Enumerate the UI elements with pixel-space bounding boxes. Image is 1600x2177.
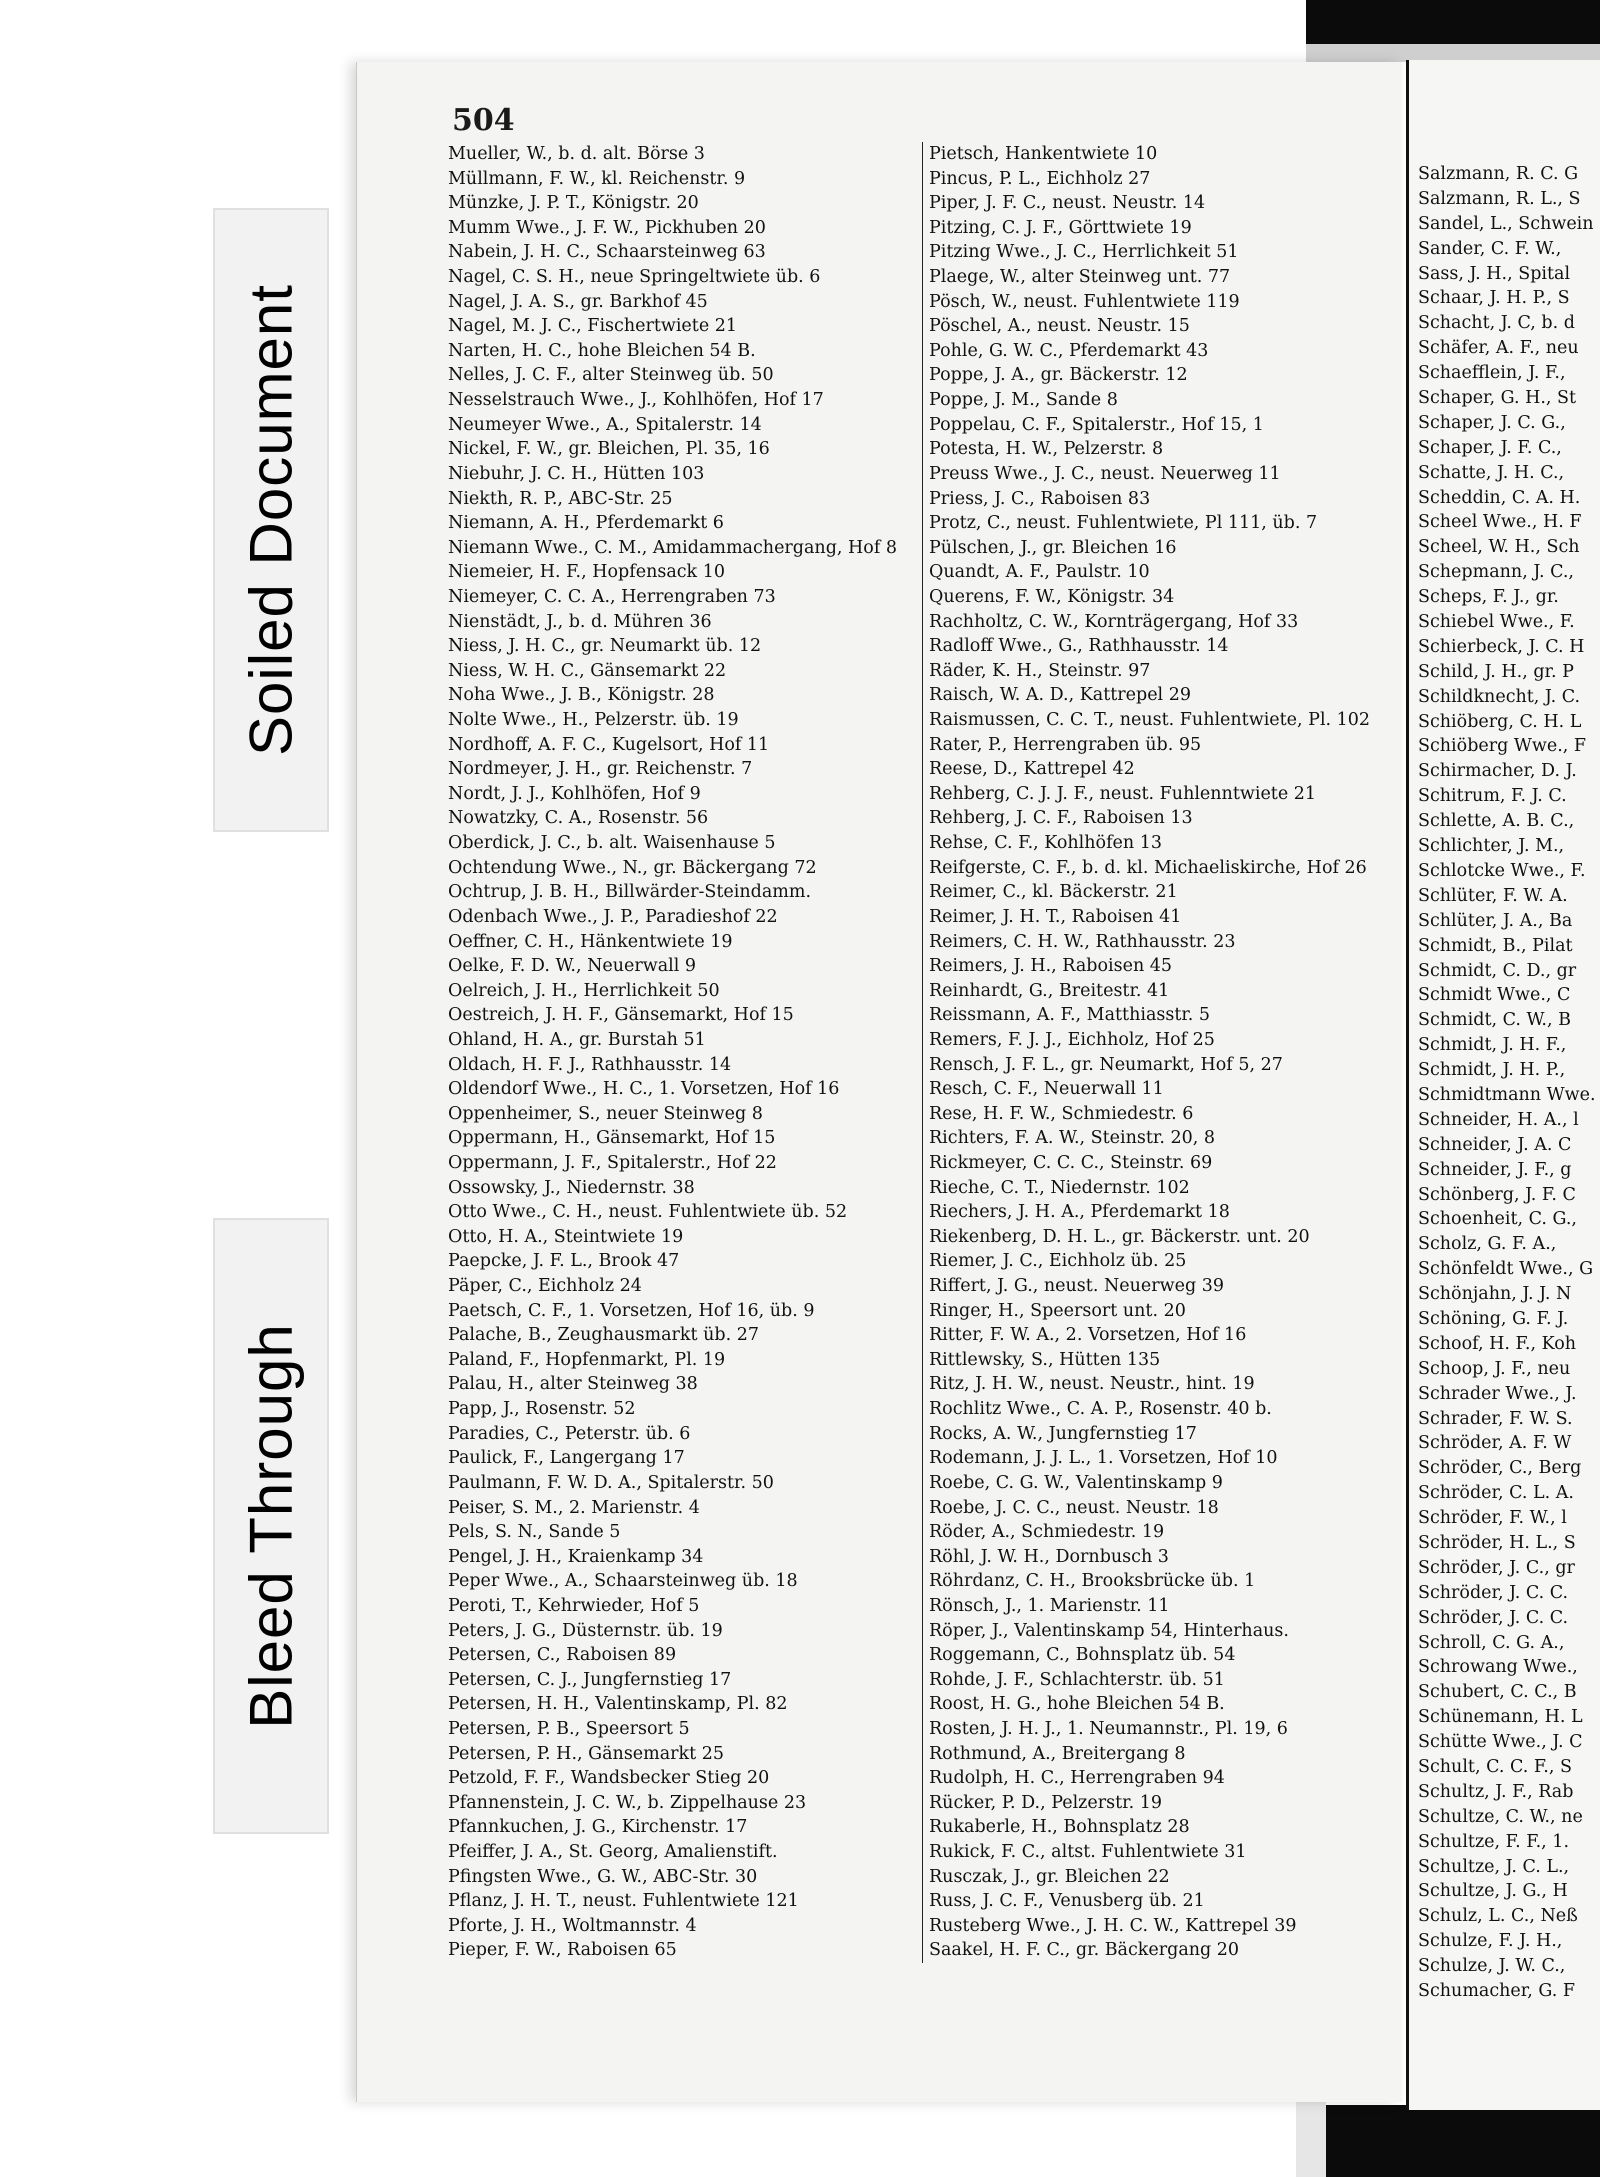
directory-entry: Petersen, P. B., Speersort 5 xyxy=(448,1719,690,1739)
directory-entry: Schäfer, A. F., neu xyxy=(1418,338,1579,359)
directory-column-middle xyxy=(922,142,1411,1963)
directory-entry: Quandt, A. F., Paulstr. 10 xyxy=(929,562,1150,583)
directory-entry: Rocks, A. W., Jungfernstieg 17 xyxy=(929,1423,1197,1444)
directory-entry: Röder, A., Schmiedestr. 19 xyxy=(929,1522,1165,1543)
directory-entry: Niemann, A. H., Pferdemarkt 6 xyxy=(448,513,724,534)
directory-entry: Rusczak, J., gr. Bleichen 22 xyxy=(929,1866,1170,1887)
directory-entry: Resch, C. F., Neuerwall 11 xyxy=(929,1079,1164,1100)
directory-entry: Petzold, F. F., Wandsbecker Stieg 20 xyxy=(448,1768,770,1789)
directory-entry: Schmidt, J. H. F., xyxy=(1418,1035,1567,1056)
directory-entry: Pfannenstein, J. C. W., b. Zippelhause 23 xyxy=(448,1792,807,1813)
soiled-document-text: Soiled Document xyxy=(237,284,305,756)
directory-entry: Schultze, J. C. L., xyxy=(1418,1856,1570,1877)
directory-entry: Preuss Wwe., J. C., neust. Neuerweg 11 xyxy=(929,463,1281,484)
bottom-grey-edge xyxy=(1296,2102,1326,2177)
directory-entry: Rodemann, J. J. L., 1. Vorsetzen, Hof 10 xyxy=(929,1448,1278,1469)
directory-entry: Ochtrup, J. B. H., Billwärder-Steindamm. xyxy=(448,882,812,903)
directory-entry: Schlotcke Wwe., F. xyxy=(1418,860,1586,881)
directory-entry: Scheddin, C. A. H. xyxy=(1418,487,1581,508)
directory-entry: Oppermann, H., Gänsemarkt, Hof 15 xyxy=(448,1128,776,1149)
directory-entry: Rater, P., Herrengraben üb. 95 xyxy=(929,734,1202,755)
directory-entry: Sass, J. H., Spital xyxy=(1418,263,1571,284)
directory-entry: Schlüter, J. A., Ba xyxy=(1418,910,1573,931)
directory-entry: Paulick, F., Langergang 17 xyxy=(448,1448,685,1469)
directory-entry: Salzmann, R. C. G xyxy=(1418,164,1579,184)
directory-entry: Schaar, J. H. P., S xyxy=(1418,288,1570,309)
directory-entry: Reimers, J. H., Raboisen 45 xyxy=(929,956,1173,977)
directory-entry: Nordmeyer, J. H., gr. Reichenstr. 7 xyxy=(448,759,753,780)
directory-entry: Päper, C., Eichholz 24 xyxy=(448,1276,642,1297)
directory-entry: Schiebel Wwe., F. xyxy=(1418,612,1575,633)
directory-entry: Petersen, C. J., Jungfernstieg 17 xyxy=(448,1669,732,1690)
directory-entry: Schiöberg Wwe., F xyxy=(1418,736,1587,757)
directory-entry: Richters, F. A. W., Steinstr. 20, 8 xyxy=(929,1128,1215,1149)
directory-entry: Raismussen, C. C. T., neust. Fuhlentwiete, Pl. 102 xyxy=(929,710,1371,731)
directory-entry: Rehberg, C. J. J. F., neust. Fuhlenntwiete 21 xyxy=(929,783,1317,804)
directory-entry: Riechers, J. H. A., Pferdemarkt 18 xyxy=(929,1202,1230,1223)
directory-entry: Schlichter, J. M., xyxy=(1418,836,1565,857)
directory-entry: Schirmacher, D. J. xyxy=(1418,761,1577,782)
directory-entry: Oelke, F. D. W., Neuerwall 9 xyxy=(448,956,697,977)
directory-entry: Nowatzky, C. A., Rosenstr. 56 xyxy=(448,808,709,829)
directory-entry: Schult, C. C. F., S xyxy=(1418,1757,1572,1777)
directory-entry: Schildknecht, J. C. xyxy=(1418,686,1581,707)
directory-entry: Ohland, H. A., gr. Burstah 51 xyxy=(448,1029,706,1050)
directory-entry: Schiöberg, C. H. L xyxy=(1418,711,1582,732)
directory-entry: Röhl, J. W. H., Dornbusch 3 xyxy=(929,1546,1169,1567)
directory-entry: Rittlewsky, S., Hütten 135 xyxy=(929,1349,1161,1370)
directory-entry: Niess, J. H. C., gr. Neumarkt üb. 12 xyxy=(448,636,762,657)
directory-entry: Ritter, F. W. A., 2. Vorsetzen, Hof 16 xyxy=(929,1325,1247,1346)
directory-entry: Querens, F. W., Königstr. 34 xyxy=(929,586,1175,607)
directory-entry: Ringer, H., Speersort unt. 20 xyxy=(929,1300,1186,1321)
directory-entry: Niemeier, H. F., Hopfensack 10 xyxy=(448,562,725,583)
directory-entry: Nabein, J. H. C., Schaarsteinweg 63 xyxy=(448,242,766,263)
directory-entry: Niess, W. H. C., Gänsemarkt 22 xyxy=(448,660,727,681)
directory-entry: Oberdick, J. C., b. alt. Waisenhause 5 xyxy=(448,833,776,854)
directory-entry: Nordhoff, A. F. C., Kugelsort, Hof 11 xyxy=(448,734,770,755)
directory-entry: Nickel, F. W., gr. Bleichen, Pl. 35, 16 xyxy=(448,439,770,460)
directory-entry: Schönfeldt Wwe., G xyxy=(1418,1259,1594,1280)
directory-entry: Sandel, L., Schwein xyxy=(1418,213,1594,234)
directory-entry: Schild, J. H., gr. P xyxy=(1418,661,1574,682)
directory-column-left xyxy=(448,142,910,1963)
directory-entry: Oppermann, J. F., Spitalerstr., Hof 22 xyxy=(448,1152,777,1173)
directory-entry: Münzke, J. P. T., Königstr. 20 xyxy=(448,193,699,214)
directory-entry: Mueller, W., b. d. alt. Börse 3 xyxy=(448,144,705,164)
directory-entry: Paland, F., Hopfenmarkt, Pl. 19 xyxy=(448,1349,726,1370)
top-scan-edge xyxy=(1306,0,1600,44)
directory-entry: Peper Wwe., A., Schaarsteinweg üb. 18 xyxy=(448,1571,798,1592)
directory-entry: Schacht, J. C, b. d xyxy=(1418,313,1575,334)
directory-entry: Papp, J., Rosenstr. 52 xyxy=(448,1399,636,1420)
directory-entry: Niemeyer, C. C. A., Herrengraben 73 xyxy=(448,586,776,607)
directory-entry: Pülschen, J., gr. Bleichen 16 xyxy=(929,537,1177,558)
directory-entry: Oestreich, J. H. F., Gänsemarkt, Hof 15 xyxy=(448,1005,794,1026)
directory-entry: Priess, J. C., Raboisen 83 xyxy=(929,488,1151,509)
directory-entry: Schmidt Wwe., C xyxy=(1418,985,1571,1006)
directory-entry: Piper, J. F. C., neust. Neustr. 14 xyxy=(929,193,1206,214)
directory-entry: Nelles, J. C. F., alter Steinweg üb. 50 xyxy=(448,365,774,386)
directory-entry: Rieche, C. T., Niedernstr. 102 xyxy=(929,1177,1190,1198)
directory-entry: Schröder, F. W., l xyxy=(1418,1508,1567,1529)
bottom-scan-edge xyxy=(1320,2105,1600,2177)
directory-entry: Schröder, C., Berg xyxy=(1418,1458,1582,1479)
directory-entry: Schneider, J. A. C xyxy=(1418,1134,1572,1155)
directory-entry: Ochtendung Wwe., N., gr. Bäckergang 72 xyxy=(448,857,817,878)
directory-entry: Schröder, J. C. C. xyxy=(1418,1582,1569,1603)
directory-entry: Pieper, F. W., Raboisen 65 xyxy=(448,1940,677,1961)
directory-entry: Schöning, G. F. J. xyxy=(1418,1308,1569,1329)
directory-entry: Otto, H. A., Steintwiete 19 xyxy=(448,1226,684,1247)
directory-entry: Noha Wwe., J. B., Königstr. 28 xyxy=(448,685,715,706)
directory-entry: Schultze, C. W., ne xyxy=(1418,1806,1583,1827)
directory-entry: Oldach, H. F. J., Rathhausstr. 14 xyxy=(448,1054,732,1075)
directory-entry: Oeffner, C. H., Hänkentwiete 19 xyxy=(448,931,733,952)
directory-entry: Petersen, P. H., Gänsemarkt 25 xyxy=(448,1743,725,1764)
directory-entry: Remers, F. J. J., Eichholz, Hof 25 xyxy=(929,1029,1215,1050)
directory-entry: Plaege, W., alter Steinweg unt. 77 xyxy=(929,267,1231,288)
directory-entry: Pincus, P. L., Eichholz 27 xyxy=(929,168,1151,189)
directory-entry: Riekenberg, D. H. L., gr. Bäckerstr. unt. 20 xyxy=(929,1226,1310,1247)
directory-entry: Pengel, J. H., Kraienkamp 34 xyxy=(448,1546,704,1567)
directory-entry: Paradies, C., Peterstr. üb. 6 xyxy=(448,1423,691,1444)
directory-entry: Pösch, W., neust. Fuhlentwiete 119 xyxy=(929,291,1240,312)
directory-entry: Nordt, J. J., Kohlhöfen, Hof 9 xyxy=(448,783,701,804)
directory-entry: Roggemann, C., Bohnsplatz üb. 54 xyxy=(929,1645,1236,1666)
page-number: 504 xyxy=(452,103,515,138)
directory-entry: Rukaberle, H., Bohnsplatz 28 xyxy=(929,1817,1190,1838)
directory-entry: Pels, S. N., Sande 5 xyxy=(448,1522,621,1543)
directory-entry: Riffert, J. G., neust. Neuerweg 39 xyxy=(929,1276,1224,1297)
directory-entry: Rukick, F. C., altst. Fuhlentwiete 31 xyxy=(929,1842,1247,1863)
directory-entry: Reifgerste, C. F., b. d. kl. Michaeliskirche, Hof 26 xyxy=(929,857,1367,878)
bleed-through-text: Bleed Through xyxy=(237,1323,305,1729)
directory-entry: Petersen, C., Raboisen 89 xyxy=(448,1645,677,1666)
directory-entry: Pfannkuchen, J. G., Kirchenstr. 17 xyxy=(448,1817,748,1838)
directory-entry: Poppe, J. A., gr. Bäckerstr. 12 xyxy=(929,365,1188,386)
directory-entry: Schoenheit, C. G., xyxy=(1418,1209,1577,1230)
directory-entry: Schroll, C. G. A., xyxy=(1418,1632,1565,1653)
directory-entry: Pfingsten Wwe., G. W., ABC-Str. 30 xyxy=(448,1866,758,1887)
directory-entry: Roebe, C. G. W., Valentinskamp 9 xyxy=(929,1472,1223,1493)
directory-entry: Oppenheimer, S., neuer Steinweg 8 xyxy=(448,1103,763,1124)
directory-entry: Roost, H. G., hohe Bleichen 54 B. xyxy=(929,1694,1225,1715)
directory-entry: Scheel, W. H., Sch xyxy=(1418,537,1580,558)
directory-entry: Schröder, J. C. C. xyxy=(1418,1607,1569,1628)
directory-entry: Schumacher, G. F xyxy=(1418,1981,1575,2002)
directory-entry: Nesselstrauch Wwe., J., Kohlhöfen, Hof 17 xyxy=(448,390,824,411)
directory-entry: Russ, J. C. F., Venusberg üb. 21 xyxy=(929,1891,1205,1912)
directory-entry: Peters, J. G., Düsternstr. üb. 19 xyxy=(448,1620,723,1641)
directory-entry: Nienstädt, J., b. d. Mühren 36 xyxy=(448,611,712,632)
directory-entry: Schrowang Wwe., xyxy=(1418,1657,1578,1678)
directory-entry: Schulze, F. J. H., xyxy=(1418,1931,1563,1952)
directory-entry: Paepcke, J. F. L., Brook 47 xyxy=(448,1251,680,1272)
directory-entry: Ossowsky, J., Niedernstr. 38 xyxy=(448,1177,695,1198)
directory-entry: Röper, J., Valentinskamp 54, Hinterhaus. xyxy=(929,1620,1289,1641)
directory-entry: Schubert, C. C., B xyxy=(1418,1682,1577,1703)
directory-entry: Schulze, J. W. C., xyxy=(1418,1956,1566,1977)
directory-entry: Salzmann, R. L., S xyxy=(1418,188,1581,209)
directory-entry: Oelreich, J. H., Herrlichkeit 50 xyxy=(448,980,720,1001)
directory-entry: Räder, K. H., Steinstr. 97 xyxy=(929,660,1151,681)
directory-entry: Schaper, J. C. G., xyxy=(1418,412,1566,433)
directory-entry: Peroti, T., Kehrwieder, Hof 5 xyxy=(448,1595,700,1616)
directory-entry: Schulz, L. C., Neß xyxy=(1418,1906,1578,1927)
directory-entry: Schitrum, F. J. C. xyxy=(1418,786,1567,807)
soiled-document-label xyxy=(213,208,329,832)
directory-entry: Reimer, C., kl. Bäckerstr. 21 xyxy=(929,882,1178,903)
directory-entry: Rönsch, J., 1. Marienstr. 11 xyxy=(929,1595,1170,1616)
directory-entry: Schierbeck, J. C. H xyxy=(1418,636,1585,657)
directory-entry: Saakel, H. F. C., gr. Bäckergang 20 xyxy=(929,1940,1240,1961)
directory-entry: Schröder, H. L., S xyxy=(1418,1532,1576,1553)
directory-entry: Schütte Wwe., J. C xyxy=(1418,1732,1583,1753)
directory-entry: Rachholtz, C. W., Kornträgergang, Hof 33 xyxy=(929,611,1299,632)
directory-entry: Rese, H. F. W., Schmiedestr. 6 xyxy=(929,1103,1194,1124)
directory-entry: Reese, D., Kattrepel 42 xyxy=(929,759,1135,780)
directory-entry: Rusteberg Wwe., J. H. C. W., Kattrepel 39 xyxy=(929,1915,1297,1936)
directory-entry: Schaper, J. F. C., xyxy=(1418,437,1562,458)
directory-entry: Narten, H. C., hohe Bleichen 54 B. xyxy=(448,340,756,361)
directory-entry: Rensch, J. F. L., gr. Neumarkt, Hof 5, 27 xyxy=(929,1054,1283,1075)
directory-entry: Scholz, G. F. A., xyxy=(1418,1234,1557,1255)
directory-entry: Schlüter, F. W. A. xyxy=(1418,885,1568,906)
directory-entry: Neumeyer Wwe., A., Spitalerstr. 14 xyxy=(448,414,762,435)
directory-entry: Rehse, C. F., Kohlhöfen 13 xyxy=(929,833,1163,854)
directory-entry: Rohde, J. F., Schlachterstr. üb. 51 xyxy=(929,1669,1225,1690)
directory-entry: Poppe, J. M., Sande 8 xyxy=(929,390,1118,411)
directory-entry: Peiser, S. M., 2. Marienstr. 4 xyxy=(448,1497,700,1518)
directory-entry: Reimers, C. H. W., Rathhausstr. 23 xyxy=(929,931,1236,952)
directory-entry: Rehberg, J. C. F., Raboisen 13 xyxy=(929,808,1193,829)
directory-entry: Schröder, A. F. W xyxy=(1418,1433,1572,1454)
directory-entry: Schünemann, H. L xyxy=(1418,1707,1583,1728)
directory-entry: Schultze, F. F., 1. xyxy=(1418,1831,1570,1852)
bleed-through-label xyxy=(213,1218,329,1834)
directory-entry: Schmidt, J. H. P., xyxy=(1418,1060,1566,1081)
directory-entry: Paetsch, C. F., 1. Vorsetzen, Hof 16, üb. 9 xyxy=(448,1300,815,1321)
directory-entry: Schlette, A. B. C., xyxy=(1418,811,1575,832)
directory-entry: Reinhardt, G., Breitestr. 41 xyxy=(929,980,1170,1001)
directory-entry: Mumm Wwe., J. F. W., Pickhuben 20 xyxy=(448,217,766,238)
directory-entry: Niebuhr, J. C. H., Hütten 103 xyxy=(448,463,705,484)
directory-column-right xyxy=(1418,162,1600,2004)
directory-entry: Rochlitz Wwe., C. A. P., Rosenstr. 40 b. xyxy=(929,1399,1272,1420)
directory-entry: Roebe, J. C. C., neust. Neustr. 18 xyxy=(929,1497,1219,1518)
directory-entry: Palau, H., alter Steinweg 38 xyxy=(448,1374,698,1395)
directory-entry: Schröder, J. C., gr xyxy=(1418,1557,1575,1578)
directory-entry: Palache, B., Zeughausmarkt üb. 27 xyxy=(448,1325,759,1346)
directory-entry: Nolte Wwe., H., Pelzerstr. üb. 19 xyxy=(448,710,739,731)
directory-entry: Protz, C., neust. Fuhlentwiete, Pl 111, üb. 7 xyxy=(929,513,1318,534)
directory-entry: Raisch, W. A. D., Kattrepel 29 xyxy=(929,685,1191,706)
directory-entry: Schmidt, C. W., B xyxy=(1418,1010,1571,1031)
directory-entry: Röhrdanz, C. H., Brooksbrücke üb. 1 xyxy=(929,1571,1256,1592)
directory-entry: Schaefflein, J. F., xyxy=(1418,363,1566,384)
directory-entry: Pitzing Wwe., J. C., Herrlichkeit 51 xyxy=(929,242,1239,263)
directory-entry: Schrader, F. W. S. xyxy=(1418,1408,1573,1429)
directory-entry: Schepmann, J. C., xyxy=(1418,562,1574,583)
directory-entry: Rudolph, H. C., Herrengraben 94 xyxy=(929,1768,1225,1789)
directory-entry: Nagel, J. A. S., gr. Barkhof 45 xyxy=(448,291,708,312)
directory-entry: Otto Wwe., C. H., neust. Fuhlentwiete üb. 52 xyxy=(448,1202,848,1223)
directory-entry: Schneider, J. F., g xyxy=(1418,1159,1572,1180)
directory-entry: Schatte, J. H. C., xyxy=(1418,462,1565,483)
directory-entry: Potesta, H. W., Pelzerstr. 8 xyxy=(929,439,1164,460)
directory-entry: Schaper, G. H., St xyxy=(1418,388,1577,409)
directory-entry: Müllmann, F. W., kl. Reichenstr. 9 xyxy=(448,168,746,189)
directory-entry: Pöschel, A., neust. Neustr. 15 xyxy=(929,316,1190,337)
directory-entry: Pforte, J. H., Woltmannstr. 4 xyxy=(448,1915,697,1936)
directory-entry: Rosten, J. H. J., 1. Neumannstr., Pl. 19, 6 xyxy=(929,1719,1288,1739)
directory-entry: Reissmann, A. F., Matthiasstr. 5 xyxy=(929,1005,1211,1026)
directory-entry: Schönberg, J. F. C xyxy=(1418,1184,1576,1205)
directory-entry: Pflanz, J. H. T., neust. Fuhlentwiete 121 xyxy=(448,1891,799,1912)
directory-entry: Nagel, C. S. H., neue Springeltwiete üb. 6 xyxy=(448,267,821,288)
directory-entry: Odenbach Wwe., J. P., Paradieshof 22 xyxy=(448,906,778,927)
directory-entry: Sander, C. F. W., xyxy=(1418,238,1562,259)
directory-entry: Nagel, M. J. C., Fischertwiete 21 xyxy=(448,316,738,337)
directory-entry: Schmidt, B., Pilat xyxy=(1418,935,1573,956)
directory-entry: Rücker, P. D., Pelzerstr. 19 xyxy=(929,1792,1162,1813)
directory-entry: Schultz, J. F., Rab xyxy=(1418,1781,1574,1802)
directory-entry: Pitzing, C. J. F., Görttwiete 19 xyxy=(929,217,1192,238)
directory-entry: Rickmeyer, C. C. C., Steinstr. 69 xyxy=(929,1152,1213,1173)
directory-entry: Schneider, H. A., l xyxy=(1418,1109,1579,1130)
directory-entry: Reimer, J. H. T., Raboisen 41 xyxy=(929,906,1182,927)
directory-entry: Oldendorf Wwe., H. C., 1. Vorsetzen, Hof 16 xyxy=(448,1079,840,1100)
directory-entry: Scheps, F. J., gr. xyxy=(1418,587,1559,608)
directory-entry: Niekth, R. P., ABC-Str. 25 xyxy=(448,488,673,509)
directory-entry: Radloff Wwe., G., Rathhausstr. 14 xyxy=(929,636,1229,657)
directory-entry: Schönjahn, J. J. N xyxy=(1418,1284,1572,1305)
directory-entry: Pietsch, Hankentwiete 10 xyxy=(929,144,1158,164)
directory-entry: Schmidt, C. D., gr xyxy=(1418,960,1577,981)
directory-entry: Schmidtmann Wwe. xyxy=(1418,1084,1596,1105)
directory-entry: Scheel Wwe., H. F xyxy=(1418,512,1582,533)
directory-entry: Poppelau, C. F., Spitalerstr., Hof 15, 1 xyxy=(929,414,1264,435)
directory-entry: Niemann Wwe., C. M., Amidammachergang, Hof 8 xyxy=(448,537,897,558)
directory-entry: Paulmann, F. W. D. A., Spitalerstr. 50 xyxy=(448,1472,774,1493)
directory-entry: Petersen, H. H., Valentinskamp, Pl. 82 xyxy=(448,1694,788,1715)
directory-entry: Ritz, J. H. W., neust. Neustr., hint. 19 xyxy=(929,1374,1255,1395)
directory-entry: Pohle, G. W. C., Pferdemarkt 43 xyxy=(929,340,1209,361)
directory-entry: Pfeiffer, J. A., St. Georg, Amalienstift. xyxy=(448,1842,778,1863)
directory-entry: Schoop, J. F., neu xyxy=(1418,1358,1571,1379)
directory-entry: Schröder, C. L. A. xyxy=(1418,1483,1574,1504)
directory-entry: Schrader Wwe., J. xyxy=(1418,1383,1577,1404)
directory-entry: Rothmund, A., Breitergang 8 xyxy=(929,1743,1186,1764)
directory-entry: Schultze, J. G., H xyxy=(1418,1881,1568,1902)
directory-entry: Schoof, H. F., Koh xyxy=(1418,1333,1577,1354)
directory-entry: Riemer, J. C., Eichholz üb. 25 xyxy=(929,1251,1187,1272)
